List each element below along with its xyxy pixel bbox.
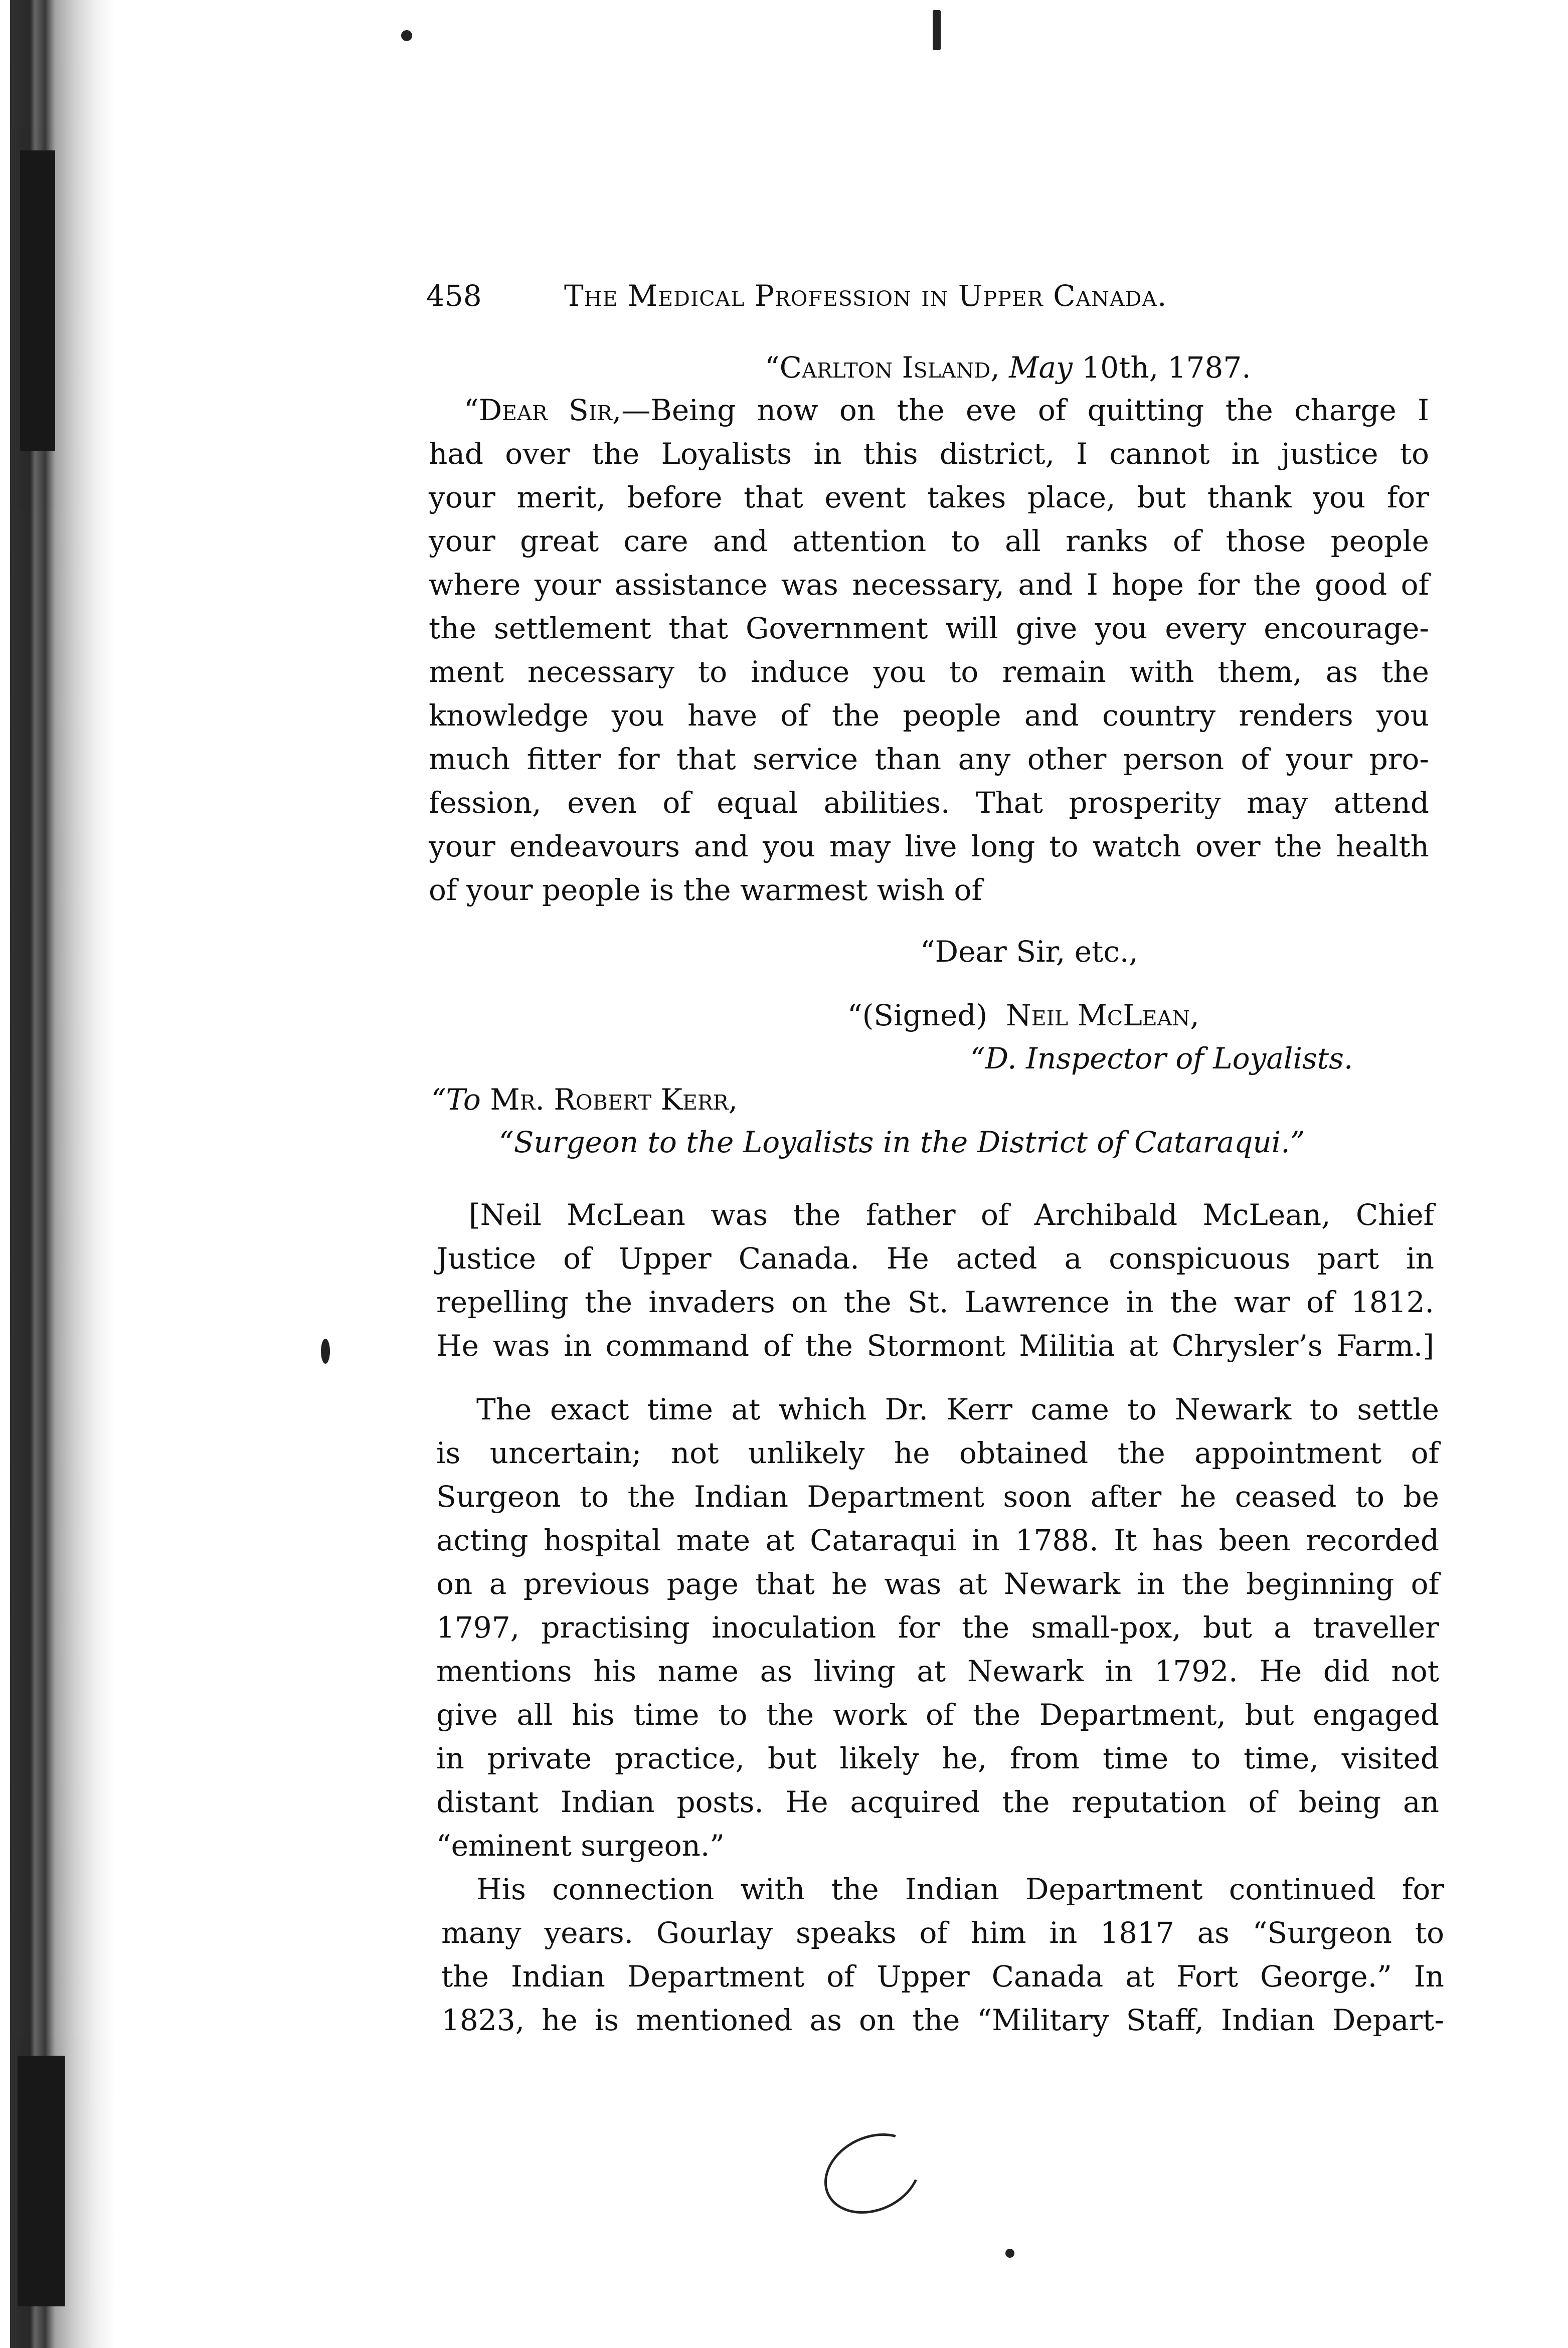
paragraph-line: Surgeon to the Indian Department soon after he ceased to be [436, 1480, 1439, 1514]
signed-title: “D. Inspector of Loyalists. [970, 1041, 1353, 1075]
paragraph-line: many years. Gourlay speaks of him in 1817 as “Surgeon to [441, 1916, 1444, 1950]
paragraph-line: acting hospital mate at Cataraqui in 1788. It has been recorded [436, 1523, 1439, 1557]
letter-line: ment necessary to induce you to remain with them, as the [429, 655, 1429, 689]
letter-line: much fitter for that service than any other person of your pro- [429, 742, 1429, 776]
paragraph-line: His connection with the Indian Department continued for [476, 1872, 1444, 1906]
letter-line: your merit, before that event takes place, but thank you for [429, 480, 1429, 514]
letter-closing: “Dear Sir, etc., [920, 935, 1138, 969]
letter-place: “Carlton Island, [765, 350, 1000, 385]
recipient-prefix: “To [431, 1082, 481, 1117]
scan-speck [321, 1339, 330, 1364]
paragraph-line: mentions his name as living at Newark in 1792. He did not [436, 1654, 1439, 1688]
page-header [426, 273, 1344, 318]
paragraph-line: The exact time at which Dr. Kerr came to Newark to settle [476, 1392, 1439, 1426]
letter-line: “Dear Sir,—Being now on the eve of quitting the charge I [464, 393, 1430, 427]
scan-speck [933, 10, 941, 50]
scan-speck [401, 30, 412, 41]
note-line: [Neil McLean was the father of Archibald McLean, Chief [469, 1198, 1434, 1232]
paragraph-line: 1797, practising inoculation for the small-pox, but a traveller [436, 1610, 1439, 1645]
letter-line: knowledge you have of the people and country renders you [429, 698, 1429, 733]
note-line: He was in command of the Stormont Militia at Chrysler’s Farm.] [436, 1329, 1434, 1363]
note-line: repelling the invaders on the St. Lawrence in the war of 1812. [436, 1285, 1434, 1319]
book-binding-edge [0, 0, 115, 2348]
paragraph-line: “eminent surgeon.” [436, 1829, 725, 1863]
letter-month: May [1009, 350, 1073, 385]
paragraph-line: give all his time to the work of the Department, but engaged [436, 1698, 1439, 1732]
letter-line: your endeavours and you may live long to watch over the health [429, 829, 1429, 863]
recipient-name: Mr. Robert Kerr, [490, 1082, 738, 1117]
salutation: “Dear Sir, [464, 393, 622, 427]
recipient-title: “Surgeon to the Loyalists in the District of Cataraqui.” [499, 1125, 1305, 1159]
paragraph-line: 1823, he is mentioned as on the “Military Staff, Indian Depart- [441, 2003, 1444, 2037]
letter-line: where your assistance was necessary, and I hope for the good of [429, 568, 1429, 602]
letter-line: had over the Loyalists in this district, I cannot in justice to [429, 437, 1429, 471]
signed-label: “(Signed) [847, 998, 988, 1032]
running-title: The Medical Profession in Upper Canada. [564, 279, 1167, 313]
letter-recipient [431, 1078, 738, 1122]
letter-signature [847, 994, 1199, 1037]
scan-speck [1005, 2249, 1014, 2258]
page-number: 458 [426, 279, 482, 313]
letter-line: fession, even of equal abilities. That prosperity may attend [429, 786, 1429, 820]
paragraph-line: is uncertain; not unlikely he obtained the appointment of [436, 1436, 1439, 1470]
pencil-mark [811, 2118, 934, 2229]
letter-day-year: 10th, 1787. [1082, 350, 1251, 385]
paragraph-line: distant Indian posts. He acquired the reputation of being an [436, 1785, 1439, 1819]
signed-name: Neil McLean, [1006, 998, 1199, 1032]
letter-line: the settlement that Government will give you every encourage- [429, 611, 1429, 645]
letter-line: your great care and attention to all ranks of those people [429, 524, 1429, 558]
letter-place-date [765, 346, 1251, 390]
paragraph-line: in private practice, but likely he, from time to time, visited [436, 1741, 1439, 1775]
letter-line: of your people is the warmest wish of [429, 873, 982, 907]
paragraph-line: on a previous page that he was at Newark in the beginning of [436, 1567, 1439, 1601]
note-line: Justice of Upper Canada. He acted a conspicuous part in [436, 1241, 1434, 1276]
paragraph-line: the Indian Department of Upper Canada at Fort George.” In [441, 1959, 1444, 1994]
